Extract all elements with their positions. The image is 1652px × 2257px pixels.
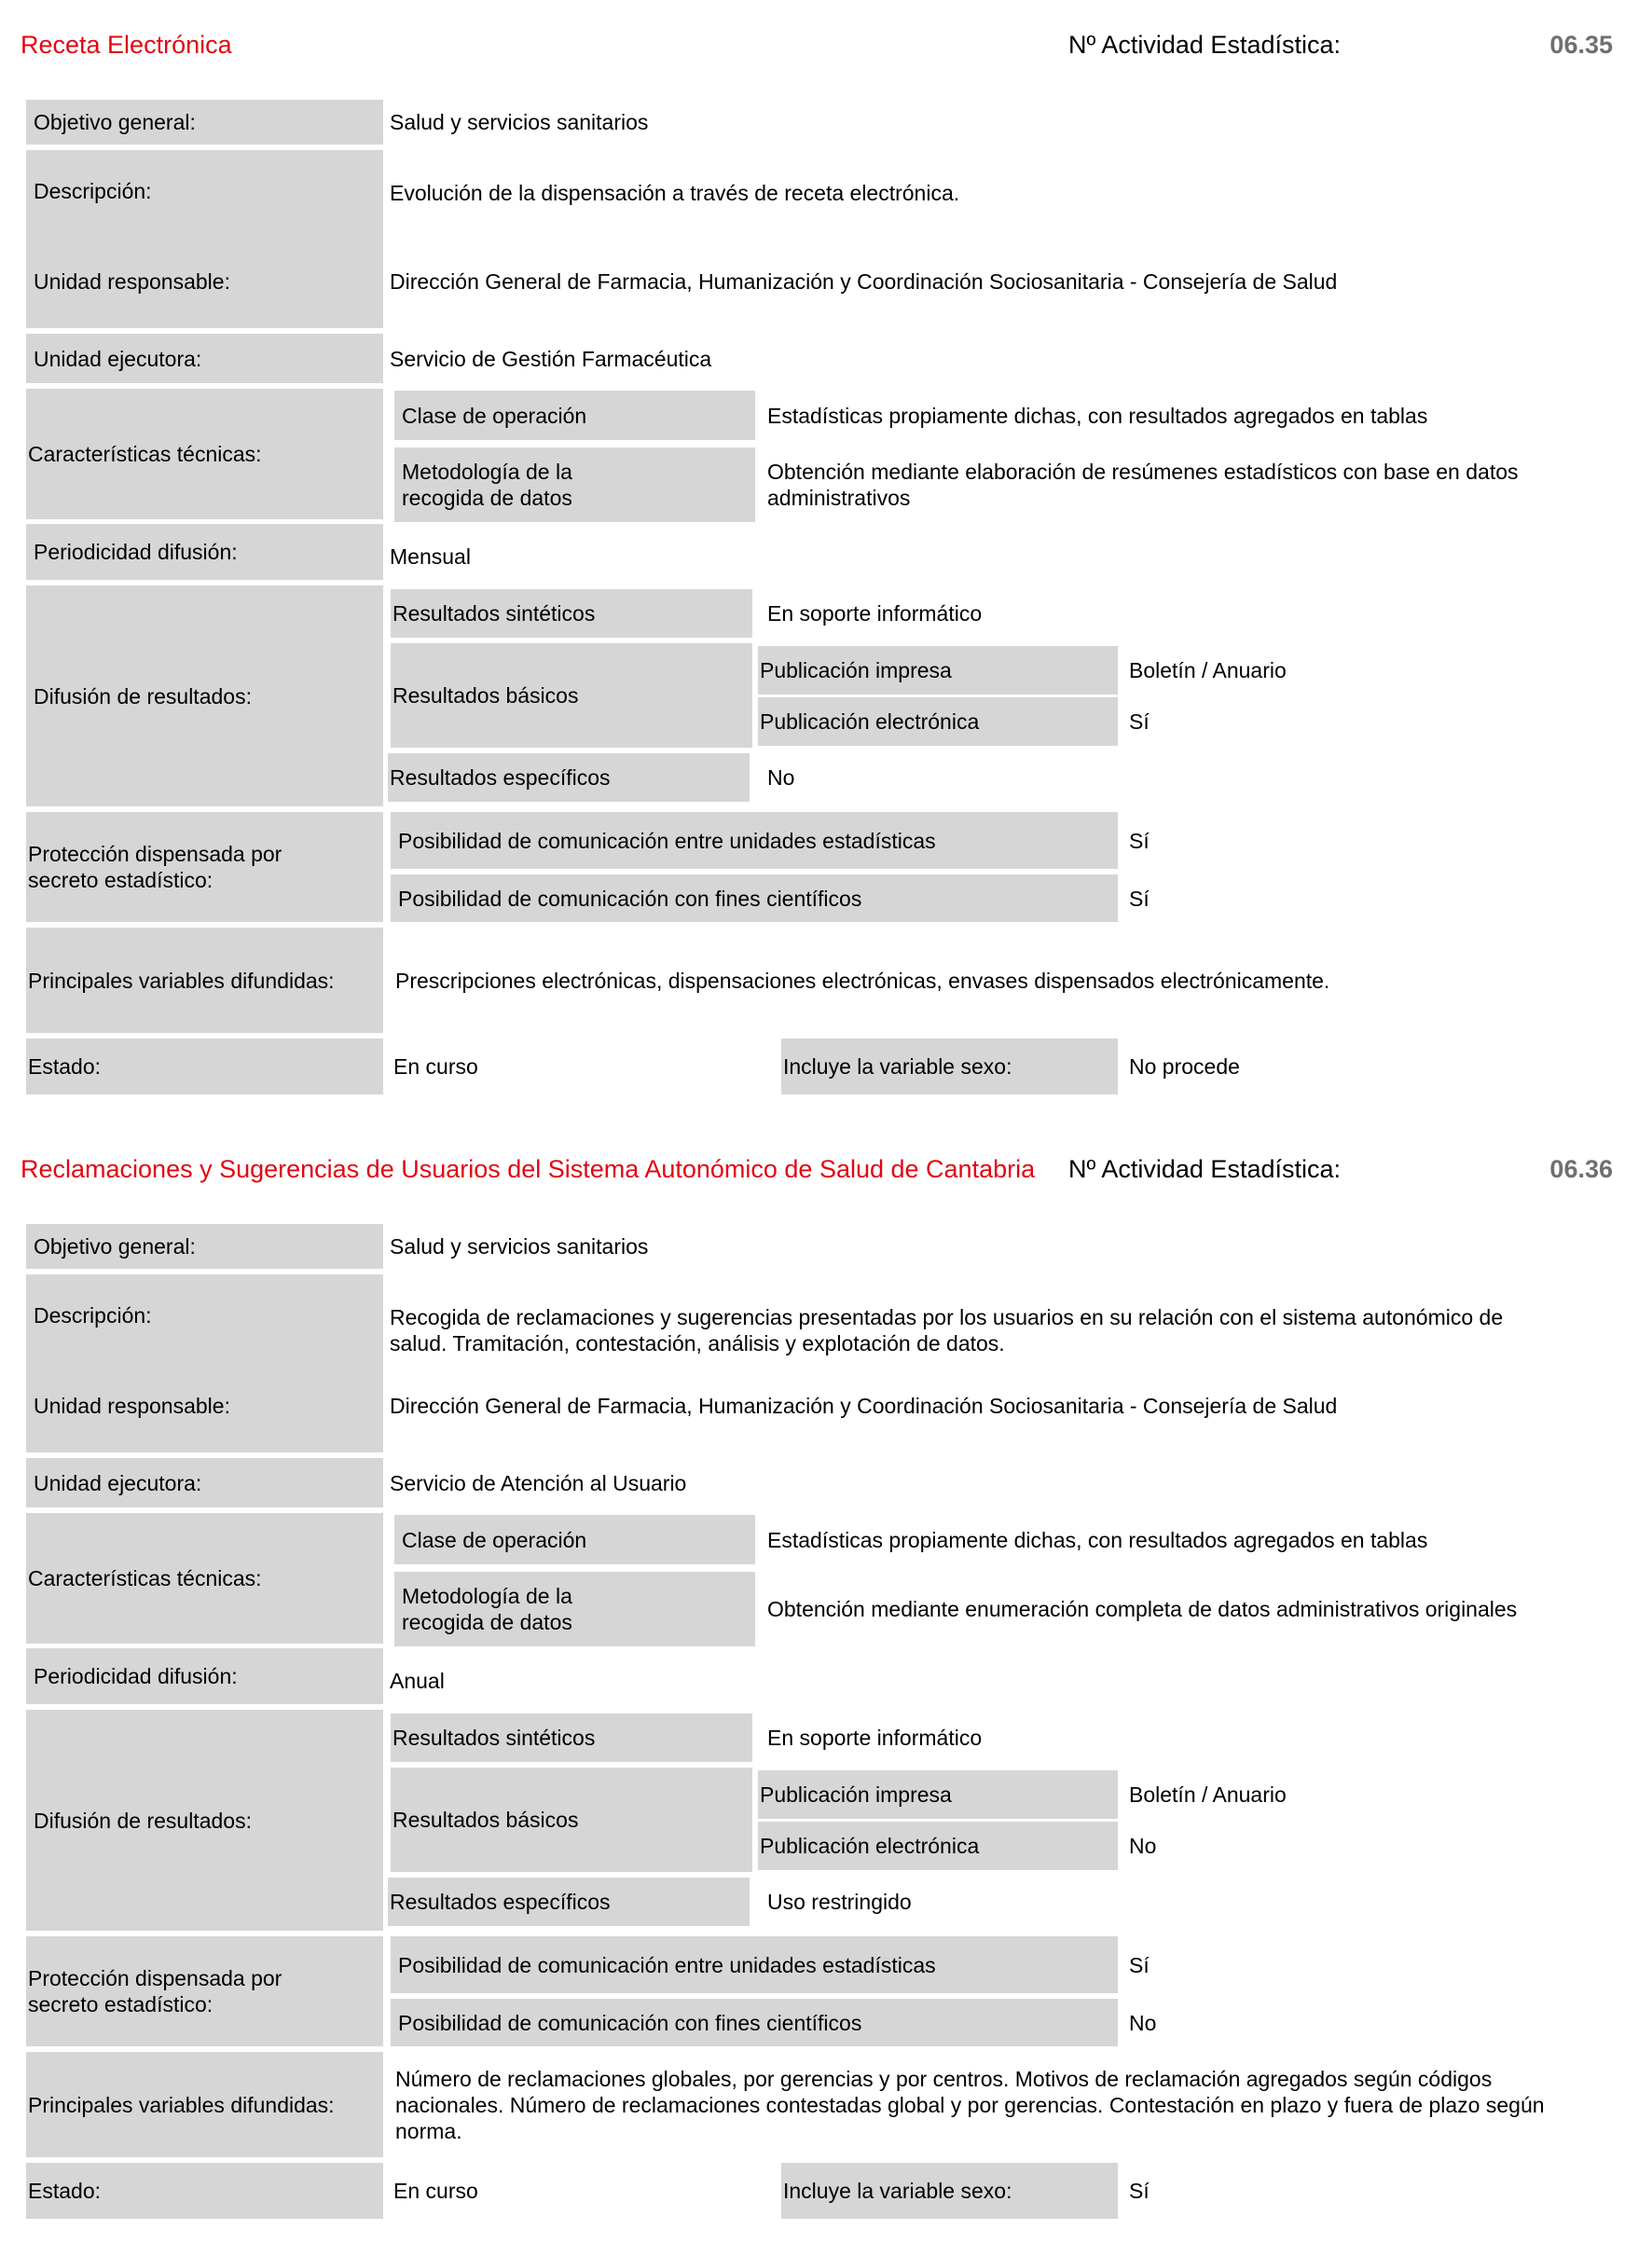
record-title: Receta Electrónica (21, 31, 232, 59)
objetivo-value: Salud y servicios sanitarios (390, 1234, 649, 1259)
resultados-basicos-label: Resultados básicos (391, 1768, 752, 1872)
resultados-sinteticos-label: Resultados sintéticos (391, 1713, 752, 1762)
estado-value: En curso (393, 1054, 478, 1079)
variables-value: Número de reclamaciones globales, por gerencias y por centros. Motivos de reclamación agregados según códigos nacionales. Número de reclamaciones contestadas global y por gerencias. Contestación en plazo y fuera de plazo según norma. (395, 2066, 1545, 2143)
estado-value: En curso (393, 2179, 478, 2203)
descripcion-value: Recogida de reclamaciones y sugerencias presentadas por los usuarios en su relación con el sistema autonómico de salud. Tramitación, contestación, análisis y explotación de datos. (390, 1305, 1504, 1356)
descripcion-label: Descripción: (34, 1303, 152, 1328)
unidad-responsable-label: Unidad responsable: (34, 269, 230, 294)
publicacion-electronica-label: Publicación electrónica (758, 697, 1118, 746)
record-title: Reclamaciones y Sugerencias de Usuarios del Sistema Autonómico de Salud de Cantabria (21, 1155, 1036, 1183)
caracteristicas-label: Características técnicas: (26, 1513, 383, 1644)
variables-label: Principales variables difundidas: (26, 2052, 383, 2157)
proteccion-label: Protección dispensada por secreto estadístico: (26, 812, 383, 922)
comunicacion-unidades-label: Posibilidad de comunicación entre unidades estadísticas (391, 1936, 1118, 1993)
clase-operacion-label: Clase de operación (394, 391, 755, 440)
periodicidad-value: Anual (390, 1669, 445, 1693)
difusion-label: Difusión de resultados: (26, 585, 383, 806)
activity-number-label: Nº Actividad Estadística: (1068, 31, 1341, 59)
publicacion-impresa-label: Publicación impresa (758, 646, 1118, 695)
resultados-especificos-value: No (767, 765, 795, 790)
comunicacion-unidades-value: Sí (1129, 1952, 1150, 1977)
clase-operacion-label: Clase de operación (394, 1515, 755, 1564)
variables-label: Principales variables difundidas: (26, 928, 383, 1033)
unidad-responsable-value: Dirección General de Farmacia, Humanización y Coordinación Sociosanitaria - Consejería de Salud (390, 269, 1338, 294)
publicacion-impresa-label: Publicación impresa (758, 1770, 1118, 1819)
objetivo-label: Objetivo general: (26, 100, 383, 145)
statistical-activity-record (0, 0, 1652, 1119)
activity-number-value: 06.35 (1549, 31, 1613, 59)
statistical-activity-record (0, 1124, 1652, 2243)
comunicacion-unidades-value: Sí (1129, 828, 1150, 853)
comunicacion-cientificos-value: No (1129, 2010, 1157, 2035)
clase-operacion-value: Estadísticas propiamente dichas, con resultados agregados en tablas (767, 403, 1428, 428)
activity-number-value: 06.36 (1549, 1155, 1613, 1183)
metodologia-value: Obtención mediante enumeración completa de datos administrativos originales (767, 1597, 1518, 1621)
resultados-especificos-value: Uso restringido (767, 1890, 912, 1914)
publicacion-electronica-value: Sí (1129, 709, 1150, 734)
publicacion-electronica-value: No (1129, 1834, 1157, 1858)
clase-operacion-value: Estadísticas propiamente dichas, con resultados agregados en tablas (767, 1527, 1428, 1552)
estado-label: Estado: (26, 1039, 383, 1094)
periodicidad-label: Periodicidad difusión: (26, 1648, 383, 1704)
proteccion-label: Protección dispensada por secreto estadístico: (26, 1936, 383, 2046)
comunicacion-cientificos-label: Posibilidad de comunicación con fines científicos (391, 874, 1118, 922)
resultados-sinteticos-value: En soporte informático (767, 601, 983, 626)
objetivo-value: Salud y servicios sanitarios (390, 110, 649, 134)
unidad-ejecutora-value: Servicio de Gestión Farmacéutica (390, 346, 712, 371)
metodologia-value: Obtención mediante elaboración de resúmenes estadísticos con base en datos administrativos (767, 460, 1519, 510)
periodicidad-label: Periodicidad difusión: (26, 524, 383, 580)
descripcion-label: Descripción: (34, 179, 152, 203)
unidad-ejecutora-label: Unidad ejecutora: (26, 1458, 383, 1507)
unidad-ejecutora-label: Unidad ejecutora: (26, 334, 383, 383)
unidad-ejecutora-value: Servicio de Atención al Usuario (390, 1470, 687, 1495)
comunicacion-cientificos-label: Posibilidad de comunicación con fines científicos (391, 1999, 1118, 2046)
resultados-basicos-label: Resultados básicos (391, 643, 752, 748)
estado-label: Estado: (26, 2163, 383, 2219)
sexo-label: Incluye la variable sexo: (781, 2163, 1118, 2219)
publicacion-impresa-value: Boletín / Anuario (1129, 658, 1287, 682)
publicacion-impresa-value: Boletín / Anuario (1129, 1782, 1287, 1807)
comunicacion-unidades-label: Posibilidad de comunicación entre unidades estadísticas (391, 812, 1118, 869)
periodicidad-value: Mensual (390, 544, 471, 569)
metodologia-label: Metodología de la recogida de datos (394, 1572, 755, 1646)
resultados-sinteticos-label: Resultados sintéticos (391, 589, 752, 638)
comunicacion-cientificos-value: Sí (1129, 886, 1150, 911)
sexo-value: Sí (1129, 2179, 1150, 2203)
variables-value: Prescripciones electrónicas, dispensaciones electrónicas, envases dispensados electrónicamente. (395, 968, 1330, 993)
resultados-sinteticos-value: En soporte informático (767, 1726, 983, 1750)
unidad-responsable-label: Unidad responsable: (34, 1394, 230, 1418)
metodologia-label: Metodología de la recogida de datos (394, 447, 755, 522)
sexo-label: Incluye la variable sexo: (781, 1039, 1118, 1094)
publicacion-electronica-label: Publicación electrónica (758, 1822, 1118, 1870)
activity-number-label: Nº Actividad Estadística: (1068, 1155, 1341, 1183)
resultados-especificos-label: Resultados específicos (388, 753, 750, 802)
descripcion-value: Evolución de la dispensación a través de receta electrónica. (390, 181, 960, 205)
sexo-value: No procede (1129, 1054, 1240, 1079)
resultados-especificos-label: Resultados específicos (388, 1878, 750, 1926)
unidad-responsable-value: Dirección General de Farmacia, Humanización y Coordinación Sociosanitaria - Consejería de Salud (390, 1394, 1338, 1418)
objetivo-label: Objetivo general: (26, 1224, 383, 1269)
caracteristicas-label: Características técnicas: (26, 389, 383, 519)
difusion-label: Difusión de resultados: (26, 1710, 383, 1931)
